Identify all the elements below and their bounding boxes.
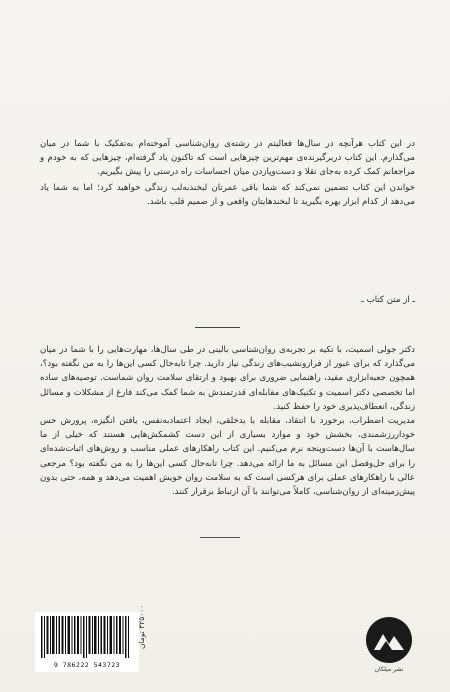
publisher-name: نشر میلکان	[374, 666, 404, 673]
price-label: ۳۲۵۰۰۰ تومان	[137, 605, 146, 650]
about-paragraph-1: دکتر جولی اسمیت، با تکیه بر تجربه‌ی روان‌شناسی بالینی در طی سال‌ها، مهارت‌هایی را با شما در میان می‌گذارد که برای عبور از فرازونشیب‌های زندگی نیاز دارید. چرا تابه‌حال کسی این‌ها را به من نگفته بود؟، همچون جعبه‌ابزاری مفید، راهنمایی ضروری برای بهبود و ارتقای سلامت روان شماست. توصیه‌های ساده اما تخصصی دکتر اسمیت و تکنیک‌های مقابله‌ای قدرتمندش به شما کمک می‌کند فارغ از مشکلات و مسائل زندگی، انعطاف‌پذیری خود را حفظ کنید.	[40, 345, 415, 412]
mountains-icon	[366, 617, 412, 663]
intro-excerpt	[40, 137, 415, 209]
intro-paragraph-1: در این کتاب هرآنچه در سال‌ها فعالیتم در رشته‌ی روان‌شناسی آموخته‌ام به‌تفکیک با شما در میان می‌گذارم. این کتاب دربرگیرنده‌ی مهم‌ترین چیزهایی است که تاکنون یاد گرفته‌ام، چیزهایی که به خودم و مراجعانم کمک کرده به‌جای تقلا و دست‌وپازدن میان احساسات راه درستی را پیش بگیریم.	[40, 139, 415, 178]
isbn-digits: 9 786222 543723	[53, 661, 121, 669]
intro-paragraph-2: خواندن این کتاب تضمین نمی‌کند که شما باقی عمرتان لبخندبه‌لب زندگی خواهید کرد؛ اما به شما یاد می‌دهد از کدام ابزار بهره بگیرید تا لبخندهایتان واقعی و از صمیم قلب باشد.	[40, 182, 415, 207]
section-divider	[195, 327, 240, 328]
about-paragraph-2: مدیریت اضطراب، برخورد با انتقاد، مقابله با بدخلقی، ایجاد اعتمادبه‌نفس، یافتن انگیزه، پرورش حس خوداررزشمندی، بخشش خود و موارد بسیاری از این دست کشمکش‌هایی هستند که خیلی از ما سال‌هاست با آن‌ها دست‌وپنجه نرم می‌کنیم. این کتاب راهکارهای عملی مناسب و روش‌های اثبات‌شده‌ای را برای حل‌وفصل این مسائل به ما ارائه می‌دهد. چرا تابه‌حال کسی این‌ها را به من نگفته بود؟ مرجعی عالی با راهکارهای عملی برای هرکسی است که به سلامت روان خویش اهمیت می‌دهد و همه، حتی بدون پیش‌زمینه‌ای از روان‌شناسی، کاملاً می‌توانند با آن ارتباط برقرار کنند.	[40, 416, 415, 498]
bottom-divider	[200, 537, 240, 538]
publisher-logo	[366, 617, 412, 663]
barcode-bars	[41, 616, 133, 658]
isbn-barcode	[35, 612, 139, 672]
about-book	[40, 343, 415, 499]
excerpt-attribution: ـ از متن کتاب ـ	[361, 295, 415, 305]
